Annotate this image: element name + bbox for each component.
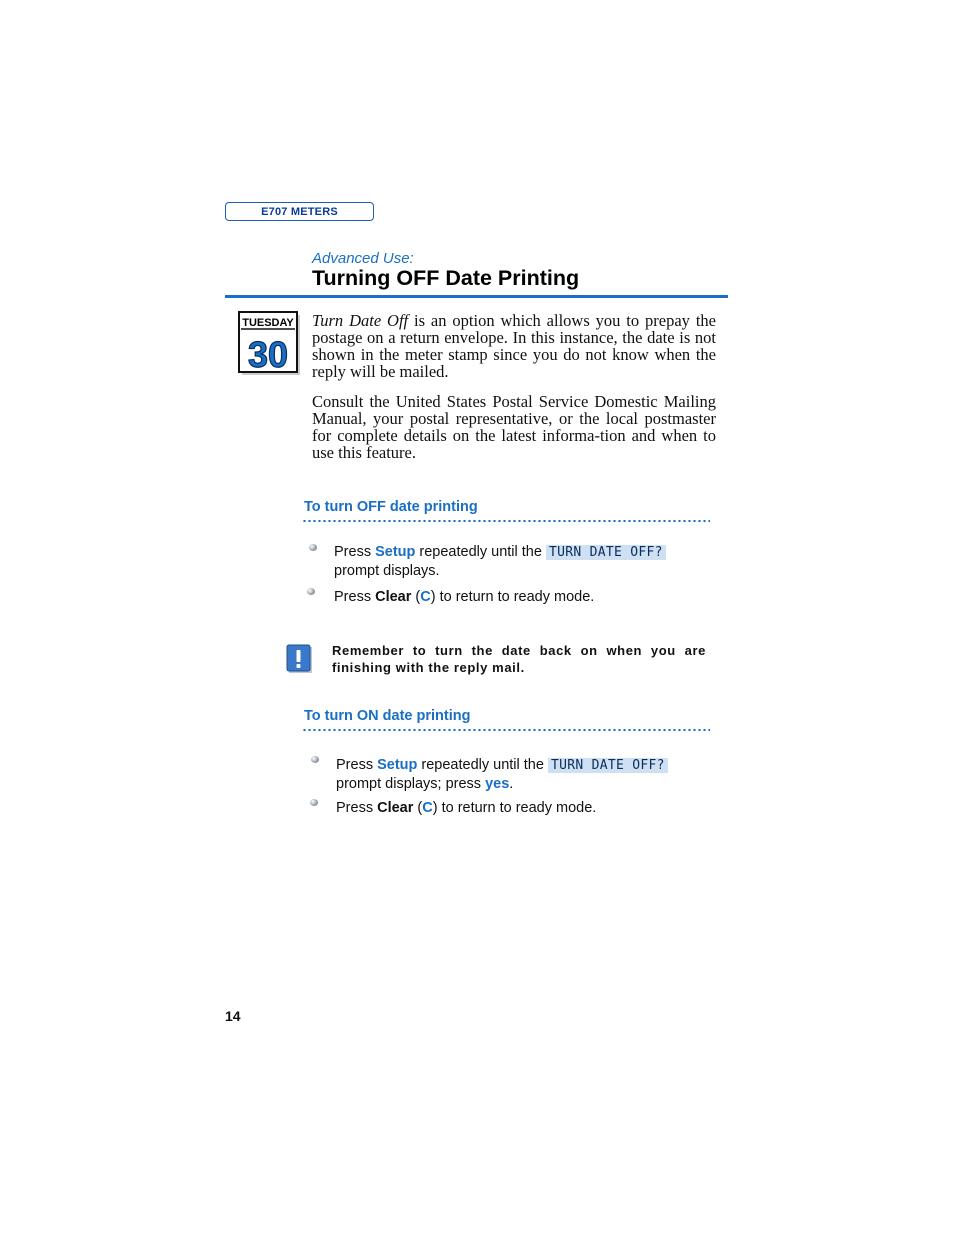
calendar-icon: [238, 311, 302, 377]
clear-key-label: Clear: [377, 800, 414, 816]
turn-on-step-2: [336, 799, 596, 817]
step-text: prompt displays; press: [336, 776, 486, 792]
setup-key-label: Setup: [377, 757, 418, 773]
step-text: (: [411, 589, 421, 605]
section-eyebrow: Advanced Use:: [312, 250, 414, 267]
page-number: 14: [225, 1008, 241, 1024]
turn-off-step-2: [334, 588, 594, 606]
section-tab: [225, 202, 374, 221]
step-text: prompt displays.: [334, 563, 440, 579]
step-text: Press: [336, 800, 378, 816]
step-text: Press: [334, 589, 376, 605]
intro-paragraph-1-text: is an option which allows you to prepay the postage on a return envelope. In this instance, the date is not shown in the meter stamp since you do not know when the reply will be mailed.: [312, 311, 716, 381]
lcd-display-text: TURN DATE OFF?: [548, 758, 668, 773]
yes-key-label: yes: [485, 776, 510, 792]
clear-key-short: C: [422, 800, 433, 816]
clear-key-short: C: [420, 589, 431, 605]
calendar-date-number: 30: [247, 334, 289, 375]
dotted-divider: [302, 728, 710, 732]
note-text: Remember to turn the date back on when you are finishing with the reply mail.: [332, 643, 706, 675]
setup-key-label: Setup: [375, 544, 416, 560]
title-rule: [225, 295, 728, 298]
bullet-icon: [307, 588, 315, 595]
clear-key-label: Clear: [375, 589, 412, 605]
intro-paragraph-2: Consult the United States Postal Service Domestic Mailing Manual, your postal representative, or the local postmaster for complete details on the latest informa-tion and when to use this feature.: [312, 392, 716, 462]
intro-paragraph-1: [312, 312, 716, 380]
step-text: Press: [334, 544, 376, 560]
step-text: Press: [336, 757, 378, 773]
turn-on-step-1: [336, 756, 668, 793]
step-text: ) to return to ready mode.: [432, 800, 597, 816]
bullet-icon: [309, 544, 317, 551]
step-text: (: [413, 800, 423, 816]
feature-name: Turn Date Off: [312, 311, 409, 330]
step-text: .: [509, 776, 514, 792]
exclamation-icon: [286, 644, 312, 673]
turn-off-step-1: [334, 543, 666, 580]
turn-on-heading: To turn ON date printing: [304, 708, 471, 724]
bullet-icon: [310, 799, 318, 806]
bullet-icon: [311, 756, 319, 763]
calendar-day-label: TUESDAY: [242, 317, 294, 329]
turn-off-heading: To turn OFF date printing: [304, 499, 478, 515]
step-text: repeatedly until the: [415, 544, 546, 560]
step-text: ) to return to ready mode.: [430, 589, 595, 605]
dotted-divider: [302, 519, 710, 523]
section-tab-label: E707 METERS: [261, 205, 338, 218]
step-text: repeatedly until the: [417, 757, 548, 773]
lcd-display-text: TURN DATE OFF?: [546, 545, 666, 560]
page-title: Turning OFF Date Printing: [312, 266, 580, 290]
